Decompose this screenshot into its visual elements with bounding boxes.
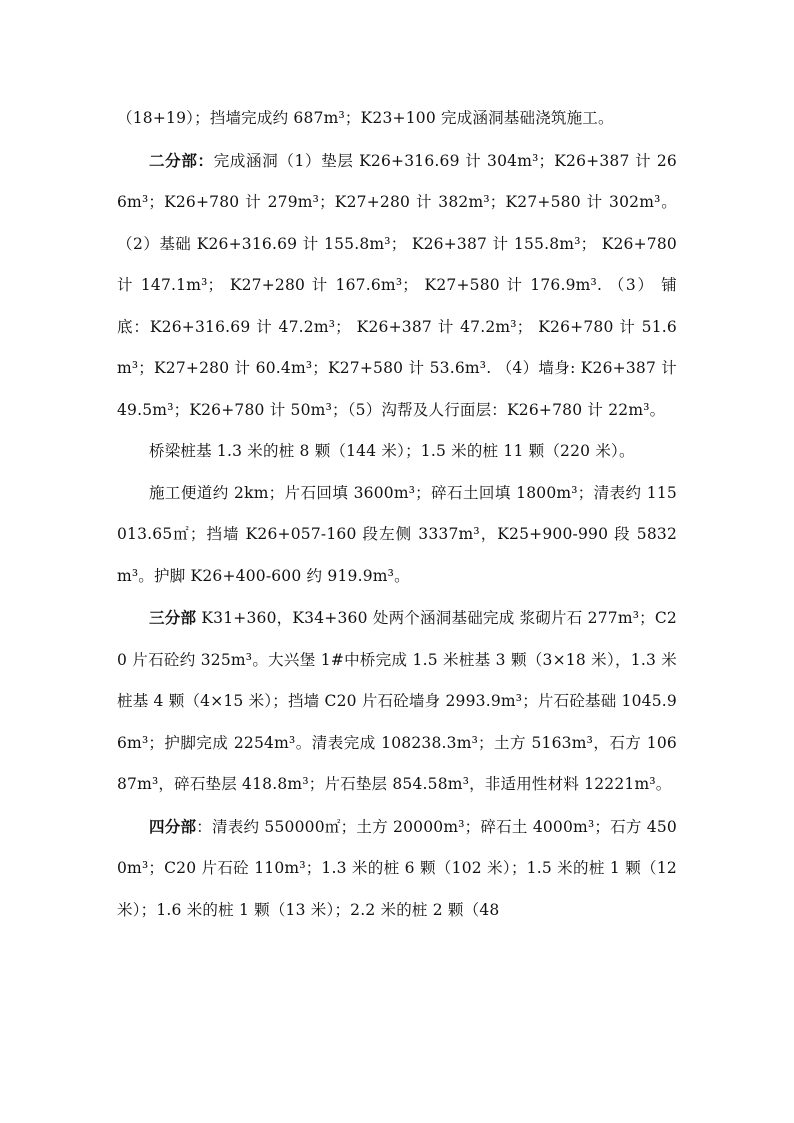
paragraph-text: ：清表约 550000㎡；土方 20000m³；碎石土 4000m³；石方 4500m³；C20 片石砼 110m³；1.3 米的桩 6 颗（102 米）；1.5 米的桩 1 颗（12 米）；1.6 米的桩 1 颗（13 米）；2.2 米的桩 2 颗（48 xyxy=(117,817,677,919)
paragraph-bridge-piles xyxy=(117,431,677,473)
paragraph-text: K31+360，K34+360 处两个涵洞基础完成 浆砌片石 277m³；C20 片石砼约 325m³。大兴堡 1#中桥完成 1.5 米桩基 3 颗（3×18 米），1.3 米桩基 4 颗（4×15 米）；挡墙 C20 片石砼墙身 2993.9m³；片石砼基础 1045.96m³；护脚完成 2254m³。清表完成 108238.3m³；土方 5163m³，石方 10687m³，碎石垫层 418.8m³；片石垫层 854.58m³，非适用性材料 12221m³。 xyxy=(117,609,677,793)
paragraph-text: 桥梁桩基 1.3 米的桩 8 颗（144 米）；1.5 米的桩 11 颗（220 米）。 xyxy=(149,442,635,460)
paragraph-text: （18+19）；挡墙完成约 687m³；K23+100 完成涵洞基础浇筑施工。 xyxy=(117,109,614,127)
paragraph-access-road xyxy=(117,473,677,598)
paragraph-lead: 三分部 xyxy=(149,608,197,627)
document-body xyxy=(117,98,677,931)
paragraph-second-division xyxy=(117,140,677,432)
paragraph-third-division xyxy=(117,597,677,806)
paragraph-text: 施工便道约 2km；片石回填 3600m³；碎石土回填 1800m³；清表约 115013.65㎡；挡墙 K26+057-160 段左侧 3337m³，K25+900-990 段 5832m³。护脚 K26+400-600 约 919.9m³。 xyxy=(117,483,677,585)
paragraph-text: 完成涵洞（1）垫层 K26+316.69 计 304m³；K26+387 计 266m³；K26+780 计 279m³；K27+280 计 382m³；K27+580 计 302m³。（2）基础 K26+316.69 计 155.8m³； K26+387 计 155.8m³； K26+780 计 147.1m³； K27+280 计 167.6m³； K27+580 计 176.9m³. （3） 铺底：K26+316.69 计 47.2m³； K26+387 计 47.2m³； K26+780 计 51.6m³；K27+280 计 60.4m³；K27+580 计 53.6m³. （4）墙身: K26+387 计 49.5m³；K26+780 计 50m³；（5）沟帮及人行面层：K26+780 计 22m³。 xyxy=(117,151,677,419)
paragraph-fourth-division xyxy=(117,806,677,932)
paragraph-continuation xyxy=(117,98,677,140)
paragraph-lead: 二分部： xyxy=(149,150,214,170)
paragraph-lead: 四分部 xyxy=(149,816,197,836)
